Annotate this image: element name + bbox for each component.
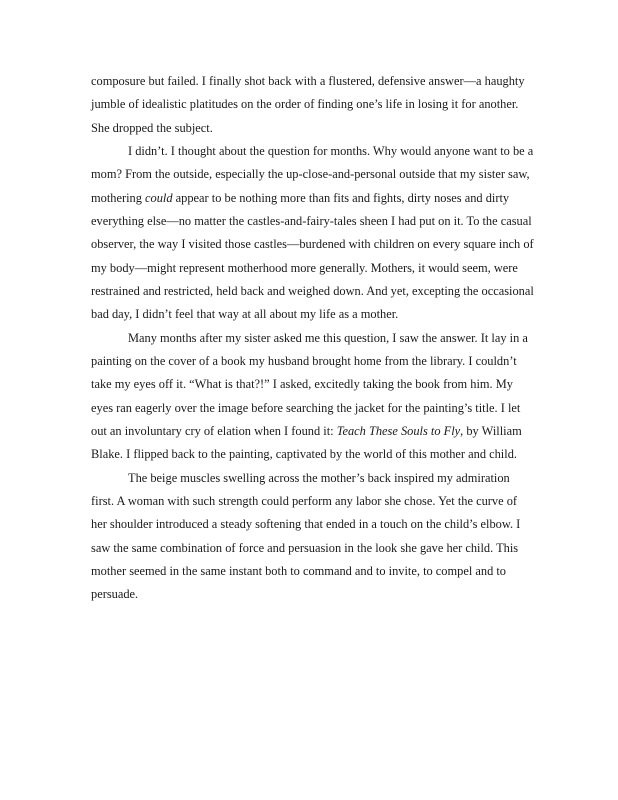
text-line: bad day, I didn’t feel that way at all about my life as a mother. bbox=[91, 307, 399, 322]
text-line: jumble of idealistic platitudes on the order of finding one’s life in losing it for another. bbox=[91, 97, 519, 112]
text-line: everything else—no matter the castles-and-fairy-tales sheen I had put on it. To the casual bbox=[91, 213, 532, 228]
text-line: restrained and restricted, held back and weighed down. And yet, excepting the occasional bbox=[91, 283, 534, 298]
text-line: saw the same combination of force and persuasion in the look she gave her child. This bbox=[91, 540, 519, 555]
book-title: Teach These Souls to Fly bbox=[336, 423, 461, 438]
text-line: painting on the cover of a book my husband brought home from the library. I couldn’t bbox=[91, 353, 517, 368]
text-line: Blake. I flipped back to the painting, captivated by the world of this mother and child. bbox=[91, 447, 517, 462]
text-line: her shoulder introduced a steady softening that ended in a touch on the child’s elbow. I bbox=[91, 517, 521, 532]
text-segment: , by William bbox=[460, 423, 522, 438]
text-line: observer, the way I visited those castles—burdened with children on every square inch of bbox=[91, 237, 534, 252]
text-line bbox=[91, 420, 543, 443]
text-line: first. A woman with such strength could perform any labor she chose. Yet the curve of bbox=[91, 493, 518, 508]
text-segment: out an involuntary cry of elation when I found it: bbox=[91, 423, 337, 438]
text-line: mother seemed in the same instant both to command and to invite, to compel and to bbox=[91, 563, 506, 578]
text-line bbox=[91, 187, 543, 210]
body-text bbox=[91, 70, 543, 607]
text-line: Many months after my sister asked me this question, I saw the answer. It lay in a bbox=[128, 330, 528, 345]
text-line: composure but failed. I finally shot back with a flustered, defensive answer—a haughty bbox=[91, 74, 525, 88]
text-line: persuade. bbox=[91, 587, 139, 602]
text-segment: appear to be nothing more than fits and fights, dirty noses and dirty bbox=[172, 190, 510, 205]
text-line: my body—might represent motherhood more generally. Mothers, it would seem, were bbox=[91, 260, 518, 275]
text-line: mom? From the outside, especially the up-close-and-personal outside that my sister saw, bbox=[91, 167, 530, 182]
text-line: take my eyes off it. “What is that?!” I asked, excitedly taking the book from him. My bbox=[91, 377, 513, 392]
text-line: She dropped the subject. bbox=[91, 120, 213, 135]
text-line: I didn’t. I thought about the question for months. Why would anyone want to be a bbox=[128, 143, 534, 158]
text-segment: mothering bbox=[91, 190, 146, 205]
text-line: The beige muscles swelling across the mother’s back inspired my admiration bbox=[128, 470, 510, 485]
italic-emphasis: could bbox=[145, 190, 173, 205]
text-line: eyes ran eagerly over the image before searching the jacket for the painting’s title. I let bbox=[91, 400, 521, 415]
